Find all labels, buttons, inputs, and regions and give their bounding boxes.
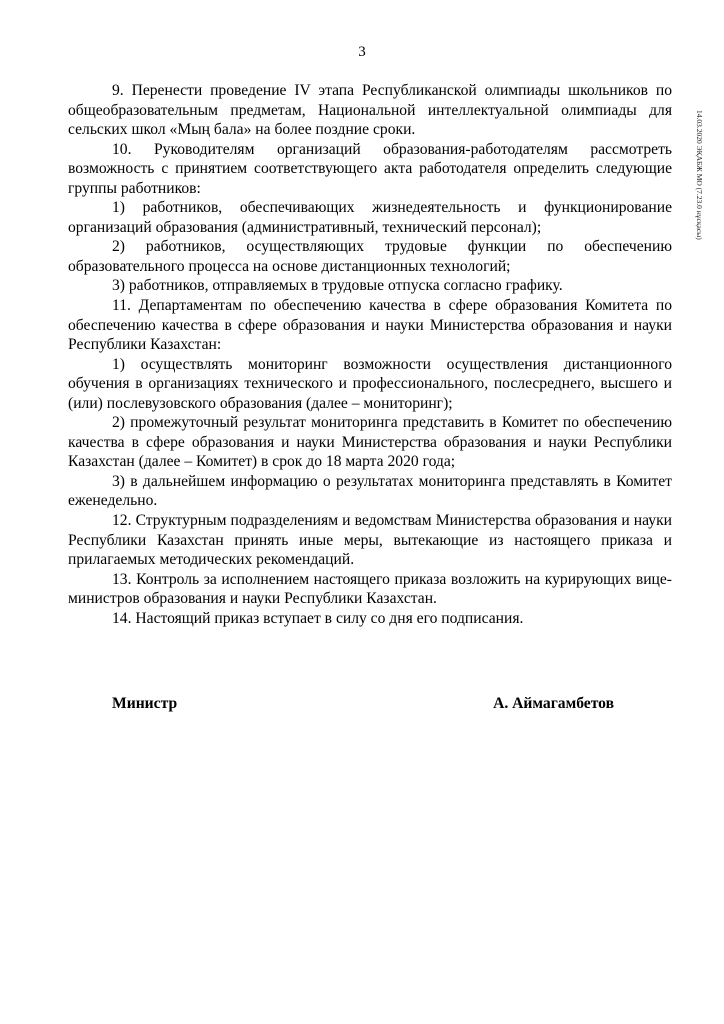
page-number: 3 bbox=[358, 44, 366, 60]
side-stamp: 14.03.2020 ЭҚАБЖ МО (7.23.0 нұсқасы) bbox=[695, 110, 704, 240]
paragraph-10-item-3: 3) работников, отправляемых в трудовые отпуска согласно графику. bbox=[112, 277, 563, 295]
paragraph-13: 13. Контроль за исполнением настоящего приказа возложить на курирующих вице-министров образования и науки Республики Казахстан. bbox=[68, 570, 672, 608]
paragraph-12: 12. Структурным подразделениям и ведомствам Министерства образования и науки Республики Казахстан принять иные меры, вытекающие из настоящего приказа и прилагаемых методических рекомендаций. bbox=[68, 512, 672, 569]
paragraph-11-item-3: 3) в дальнейшем информацию о результатах мониторинга представлять в Комитет еженедельно. bbox=[68, 472, 672, 510]
signatory-name: А. Аймагамбетов bbox=[493, 695, 614, 712]
paragraph-10: 10. Руководителям организаций образования-работодателям рассмотреть возможность с принятием соответствующего акта работодателя определить следующие группы работников: bbox=[68, 140, 672, 197]
paragraph-11-item-2: 2) промежуточный результат мониторинга представить в Комитет по обеспечению качества в сфере образования и науки Министерства образования и науки Республики Казахстан (далее – Комитет) в срок до 18 марта 2020 года; bbox=[68, 414, 672, 471]
paragraph-9: 9. Перенести проведение IV этапа Республиканской олимпиады школьников по общеобразовательным предметам, Национальной интеллектуальной олимпиады для сельских школ «Мың бала» на более поздние сроки. bbox=[68, 82, 672, 139]
paragraph-10-item-2: 2) работников, осуществляющих трудовые функции по обеспечению образовательного процесса на основе дистанционных технологий; bbox=[68, 238, 672, 275]
paragraph-10-item-1: 1) работников, обеспечивающих жизнедеятельность и функционирование организаций образования (административный, технический персонал); bbox=[68, 199, 672, 236]
paragraph-14: 14. Настоящий приказ вступает в силу со дня его подписания. bbox=[112, 609, 524, 627]
signatory-title: Министр bbox=[112, 695, 178, 712]
paragraph-11-item-1: 1) осуществлять мониторинг возможности осуществления дистанционного обучения в организациях технического и профессионального, послесреднего, высшего и (или) послевузовского образования (далее – мониторинг); bbox=[68, 355, 672, 412]
paragraph-11: 11. Департаментам по обеспечению качества в сфере образования Комитета по обеспечению качества в сфере образования и науки Министерства образования и науки Республики Казахстан: bbox=[68, 297, 672, 354]
document-body bbox=[68, 81, 672, 628]
